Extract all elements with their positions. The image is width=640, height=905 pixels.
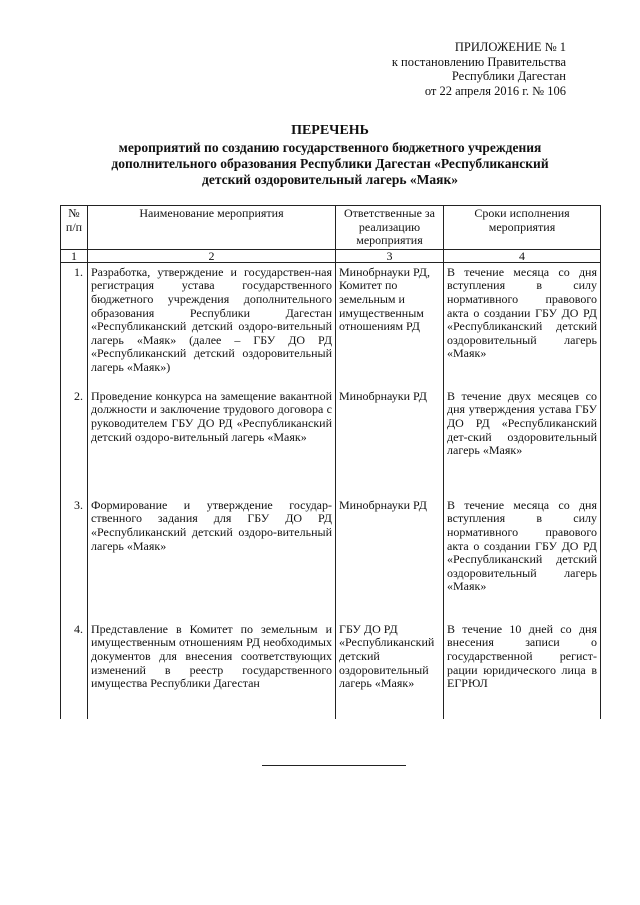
measure-name: Представление в Комитет по земельным и имущественным отношениям РД необходимых документов для внесения соответствующих изменений в реестр государственного имущества Республики Дагестан xyxy=(88,620,336,719)
row-number: 1. xyxy=(61,262,88,387)
table-row xyxy=(61,620,601,719)
appendix-reference: к постановлению Правительства xyxy=(391,54,566,69)
column-number: 2 xyxy=(88,249,336,262)
document-title xyxy=(60,123,600,188)
responsible: Минобрнауки РД, Комитет по земельным и имущественным отношениям РД xyxy=(336,262,444,387)
deadline: В течение 10 дней со дня внесения записи о государственной регист-рации юридического лица в ЕГРЮЛ xyxy=(444,620,601,719)
row-number: 3. xyxy=(61,496,88,620)
header-responsible: Ответственные за реализацию мероприятия xyxy=(336,206,444,250)
title-line-3: детский оздоровительный лагерь «Маяк» xyxy=(202,172,458,187)
row-number: 2. xyxy=(61,387,88,496)
title-main: ПЕРЕЧЕНЬ xyxy=(291,123,369,138)
measure-name: Разработка, утверждение и государствен-ная регистрация устава государственного бюджетного учреждения дополнительного образования Республики Дагестан «Республиканский детский оздоро-вительный лагерь «Маяк» (далее – ГБУ ДО РД «Республиканский детский оздоровительный лагерь «Маяк») xyxy=(88,262,336,387)
appendix-title: ПРИЛОЖЕНИЕ № 1 xyxy=(454,40,566,54)
table-row xyxy=(61,496,601,620)
header-num: № п/п xyxy=(61,206,88,250)
responsible: Минобрнауки РД xyxy=(336,496,444,620)
measure-name: Формирование и утверждение государ-ственного задания для ГБУ ДО РД «Республиканский детский оздоро-вительный лагерь «Маяк» xyxy=(88,496,336,620)
responsible: ГБУ ДО РД «Республиканский детский оздоровительный лагерь «Маяк» xyxy=(336,620,444,719)
column-number: 3 xyxy=(336,249,444,262)
title-line-2: дополнительного образования Республики Дагестан «Республиканский xyxy=(111,156,549,171)
column-number: 4 xyxy=(444,249,601,262)
responsible: Минобрнауки РД xyxy=(336,387,444,496)
appendix-date: от 22 апреля 2016 г. № 106 xyxy=(424,83,566,98)
table-row xyxy=(61,262,601,387)
measures-table xyxy=(60,205,601,719)
deadline: В течение двух месяцев со дня утверждения устава ГБУ ДО РД «Республиканский дет-ский оздоровительный лагерь «Маяк» xyxy=(444,387,601,496)
column-number-row xyxy=(61,249,601,262)
deadline: В течение месяца со дня вступления в силу нормативного правового акта о создании ГБУ ДО РД «Республиканский детский оздоровительный лагерь «Маяк» xyxy=(444,262,601,387)
table-row xyxy=(61,387,601,496)
table-header-row xyxy=(61,206,601,250)
end-divider xyxy=(262,765,406,766)
measure-name: Проведение конкурса на замещение вакантной должности и заключение трудового договора с руководителем ГБУ ДО РД «Республиканский детский оздоро-вительный лагерь «Маяк» xyxy=(88,387,336,496)
row-number: 4. xyxy=(61,620,88,719)
column-number: 1 xyxy=(61,249,88,262)
deadline: В течение месяца со дня вступления в силу нормативного правового акта о создании ГБУ ДО РД «Республиканский детский оздоровительный лагерь «Маяк» xyxy=(444,496,601,620)
header-deadline: Сроки исполнения мероприятия xyxy=(444,206,601,250)
header-name: Наименование мероприятия xyxy=(88,206,336,250)
appendix-header xyxy=(346,40,566,98)
title-line-1: мероприятий по созданию государственного бюджетного учреждения xyxy=(118,140,542,155)
appendix-authority: Республики Дагестан xyxy=(451,69,566,83)
